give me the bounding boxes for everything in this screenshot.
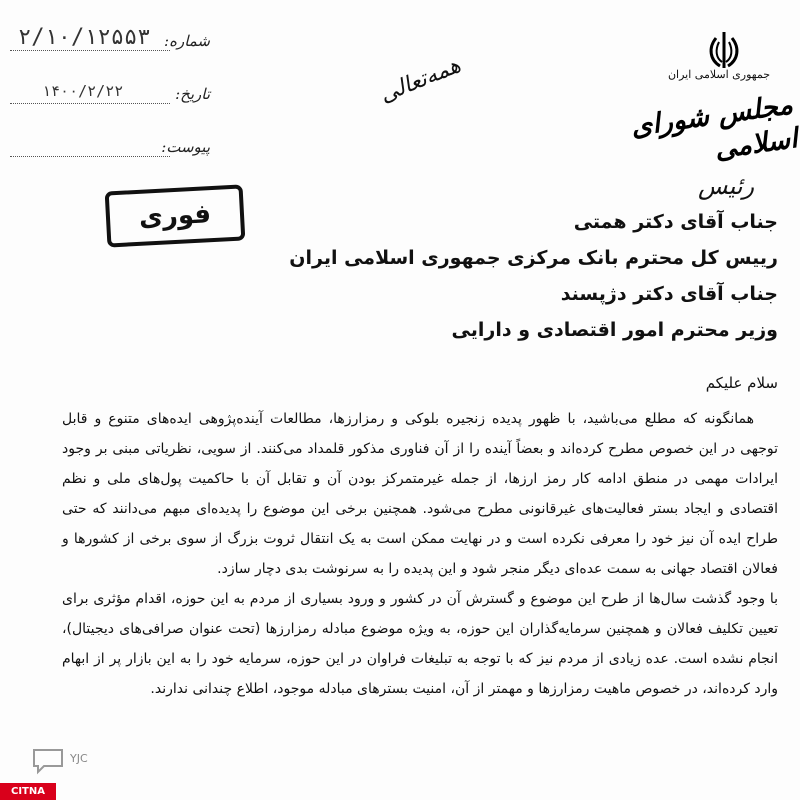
parliament-logo: مجلس شورای اسلامی (629, 89, 800, 166)
citna-logo: CITNA (0, 783, 56, 800)
addressee-line: وزیر محترم امور اقتصادی و دارایی (451, 319, 778, 341)
date-row (10, 79, 210, 109)
letter-meta (10, 26, 210, 185)
addressee-line: رییس کل محترم بانک مرکزی جمهوری اسلامی ایران (289, 247, 778, 269)
addressee-line: جناب آقای دکتر همتی (573, 211, 778, 233)
urgent-stamp: فوری (105, 184, 246, 247)
handwritten-note: همه‌تعالی (376, 53, 465, 108)
addressee-list (289, 204, 778, 348)
watermark-icon (30, 746, 66, 776)
iran-emblem-icon (702, 28, 746, 72)
cutoff-text-line (130, 788, 770, 800)
greeting: سلام علیکم (705, 374, 778, 392)
addressee-line: جناب آقای دکتر دژپسند (560, 283, 778, 305)
attachment-row (10, 132, 210, 162)
attachment-value (10, 132, 170, 157)
date-value: ۱۴۰۰/۲/۲۲ (10, 79, 170, 104)
paragraph: با وجود گذشت سال‌ها از طرح این موضوع و گسترش آن در کشور و ورود بسیاری از مردم به این حوزه، اقدام مؤثری برای تعیین تکلیف فعالان و همچنین سرمایه‌گذاران این حوزه، به ویژه موضوع مبادله رمزارزها (تحت عنوان صرافی‌های دیجیتال)، انجام نشده است. عده زیادی از مردم نیز که با توجه به تبلیغات فراوان در این حوزه، سرمایه خود را به این بازار پر از ابهام وارد کرده‌اند، در خصوص ماهیت رمزارزها و مهمتر از آن، امنیت بسترهای مبادله موجود، اطلاع چندانی ندارند. (62, 591, 778, 697)
number-label: شماره: (164, 32, 210, 50)
watermark-text: YJC (70, 752, 88, 765)
speaker-role: رئیس (698, 172, 755, 200)
number-row (10, 26, 210, 56)
letter-body (62, 404, 778, 704)
number-value: ۲/۱۰/۱۲۵۵۳ (10, 26, 170, 51)
attachment-label: پیوست: (161, 138, 210, 156)
republic-line: جمهوری اسلامی ایران (667, 68, 771, 81)
date-label: تاریخ: (175, 85, 210, 103)
paragraph: همانگونه که مطلع می‌باشید، با ظهور پدیده زنجیره بلوکی و رمزارزها، مطالعات آینده‌پژوهی ایده‌های متنوع و قابل توجهی در این خصوص مطرح کرده‌اند و بعضاً آینده را از آن فناوری مذکور قلمداد می‌کنند. از سویی، نظریاتی مبنی بر وجود ایرادات مهمی در منطق ادامه کار رمز ارزها، از جمله غیرمتمرکز بودن آن و تقابل آن با حاکمیت پول‌های ملی و نظم اقتصادی و ایجاد بستر فعالیت‌های غیرقانونی مطرح می‌شود. همچنین برخی این موضوع را پدیده‌ای مبهم می‌دانند که حتی طراح ایده آن نیز خود را معرفی نکرده است و در نهایت ممکن است به یک انتقال ثروت بزرگ از سوی برخی از کشورها و فعالان اقتصاد جهانی به سمت عده‌ای دیگر منجر شود و این پدیده را به سرنوشت بدی دچار سازد. (62, 411, 778, 577)
